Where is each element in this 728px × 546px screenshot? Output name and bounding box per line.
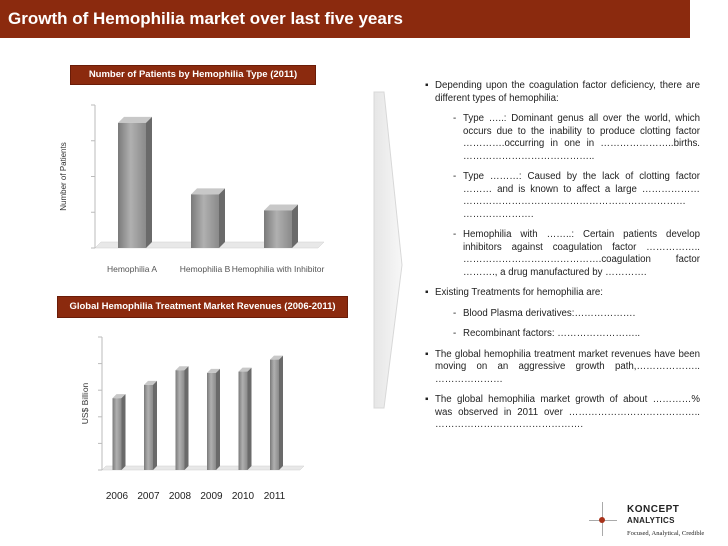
bar-side	[122, 394, 126, 470]
bullet-growth: ▪ The global hemophilia market growth of about …………% was observed in 2011 over ………………………………….. ……………………………………….	[425, 394, 700, 432]
x-tick-label: 2011	[263, 491, 286, 502]
sub-bullet-inhibitor: - Hemophilia with ……..: Certain patients develop inhibitors against coagulation factor …………….. …………………………………….coagulation factor ………., a drug manufactured by ………….	[453, 229, 700, 278]
bar	[264, 210, 292, 248]
bullet-treatments: ▪ Existing Treatments for hemophilia are:	[425, 287, 700, 300]
bar	[176, 370, 185, 470]
bar	[207, 373, 216, 470]
y-axis-label: US$ Billion	[80, 382, 90, 425]
y-axis-label: Number of Patients	[59, 142, 68, 211]
bar	[113, 398, 122, 470]
chart1-heading: Number of Patients by Hemophilia Type (2011)	[70, 65, 316, 85]
title-strip	[690, 0, 728, 38]
bar	[191, 194, 219, 248]
koncept-logo	[585, 500, 725, 546]
bar	[239, 372, 248, 470]
sub-bullet-plasma: - Blood Plasma derivatives:……………….	[453, 307, 636, 319]
bar-top	[264, 204, 298, 210]
bar-side	[153, 381, 157, 470]
flow-arrow	[372, 90, 406, 410]
sub-bullet-type-1: - Type …..: Dominant genus all over the world, which occurs due to the inability to produce clotting factor ………….occurring in one in …………………..births. …………………………………..	[453, 113, 700, 162]
x-tick-label: 2009	[200, 491, 223, 502]
x-tick-label: Hemophilia A	[106, 264, 158, 274]
bar-side	[146, 117, 152, 248]
x-tick-label: Hemophilia with Inhibitor	[231, 264, 325, 274]
bar-side	[279, 356, 283, 470]
bar-side	[219, 188, 225, 248]
title-bar	[0, 0, 690, 38]
x-tick-label: 2008	[168, 491, 192, 502]
logo-name-1: KONCEPT	[627, 504, 680, 515]
sub-bullet-recombinant: - Recombinant factors: ……………………..	[453, 328, 641, 339]
logo-tagline: Focused, Analytical, Credible	[627, 530, 705, 537]
bar-side	[248, 368, 252, 470]
page-title: Growth of Hemophilia market over last five years	[8, 9, 403, 28]
x-tick-label: 2007	[137, 491, 160, 502]
logo-dot	[599, 517, 605, 523]
bar	[144, 385, 153, 470]
bar-top	[118, 117, 152, 123]
chart2-heading: Global Hemophilia Treatment Market Revenues (2006-2011)	[57, 296, 348, 318]
x-tick-label: 2006	[105, 491, 129, 502]
bar	[270, 360, 279, 470]
chart-market-revenues	[0, 320, 360, 510]
x-tick-label: Hemophilia B	[179, 264, 231, 274]
bullet-revenues: ▪ The global hemophilia treatment market revenues have been moving on an aggressive growth path,……………….. …………………	[425, 349, 700, 387]
sub-bullet-type-2: - Type ………: Caused by the lack of clotting factor ……… and is known to affect a large ……………… …………………………………………………………… ………………….	[453, 171, 700, 220]
logo-name-2: ANALYTICS	[627, 516, 675, 525]
bar-side	[292, 204, 298, 248]
x-tick-label: 2010	[231, 491, 255, 502]
bullet-list	[425, 80, 700, 440]
bar-side	[185, 366, 189, 470]
chart-patients-by-type	[0, 90, 360, 290]
bar	[118, 123, 146, 248]
bar-side	[216, 369, 220, 470]
bullet-types: ▪ Depending upon the coagulation factor deficiency, there are different types of hemophilia:	[425, 80, 700, 105]
